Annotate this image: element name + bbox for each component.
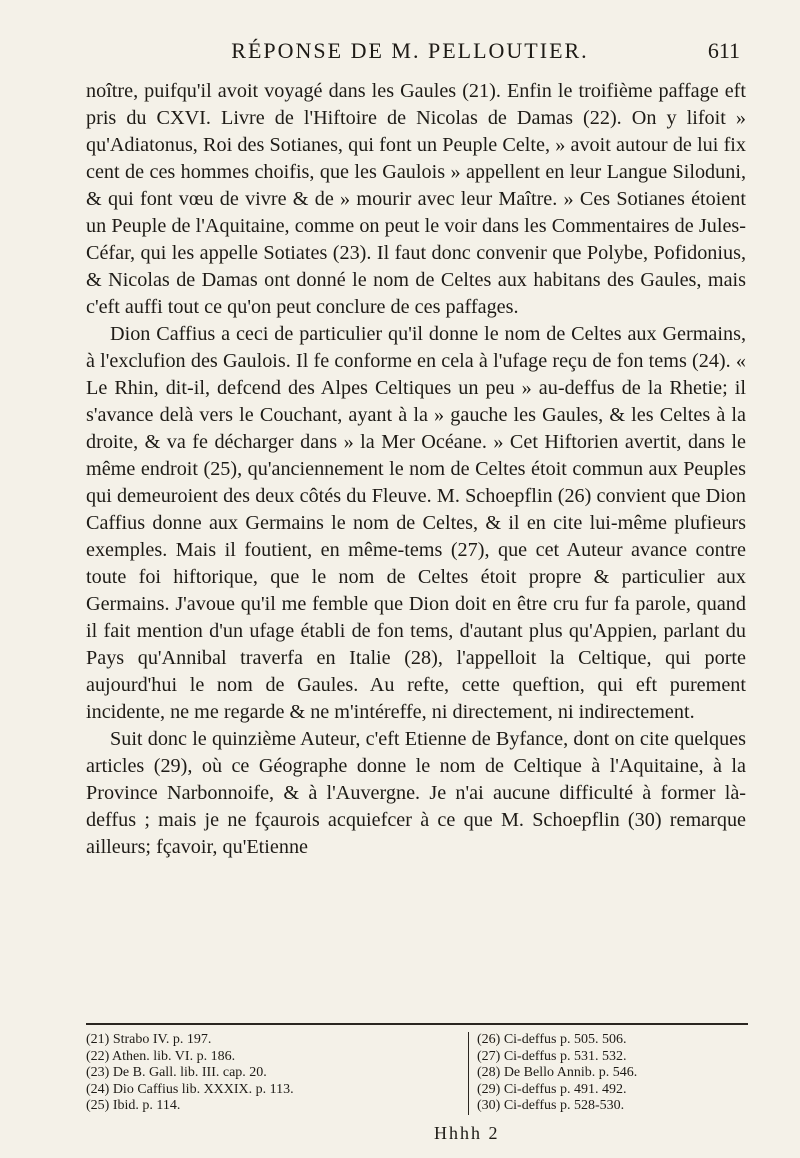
page-header [200, 38, 740, 68]
page-number: 611 [707, 38, 740, 63]
running-title: RÉPONSE DE M. PELLOUTIER. [231, 38, 589, 63]
footnote-divider [86, 1023, 748, 1025]
footnote-23: (23) De B. Gall. lib. III. cap. 20. [86, 1065, 267, 1080]
paragraph-3: Suit donc le quinzième Auteur, c'eft Etienne de Byfance, dont on cite quelques articles (29), où ce Géographe donne le nom de Celtique à l'Aquitaine, à la Province Narbonnoife, & à l'Auvergne. Je n'ai aucune difficulté à former là-deffus ; mais je ne fçaurois acquiefcer à ce que M. Schoepflin (30) remarque ailleurs; fçavoir, qu'Etienne [86, 728, 746, 858]
footnote-21: (21) Strabo IV. p. 197. [86, 1032, 212, 1047]
footnotes-left-column [86, 1032, 386, 1115]
footnotes-right-column [468, 1032, 757, 1115]
footnote-22: (22) Athen. lib. VI. p. 186. [86, 1048, 236, 1064]
body-text [86, 78, 746, 861]
signature-mark: Hhhh 2 [434, 1123, 500, 1143]
footnote-26: (26) Ci-deffus p. 505. 506. [477, 1032, 627, 1047]
footnote-30: (30) Ci-deffus p. 528-530. [477, 1098, 625, 1113]
paragraph-2: Dion Caffius a ceci de particulier qu'il donne le nom de Celtes aux Germains, à l'exclufion des Gaulois. Il fe conforme en cela à l'ufage reçu de fon tems (24). « Le Rhin, dit-il, defcend des Alpes Celtiques un peu » au-deffus de la Rhetie; il s'avance delà vers le Couchant, ayant à la » gauche les Gaules, & les Celtes à la droite, & va fe décharger dans » la Mer Océane. » Cet Hiftorien avertit, dans le même endroit (25), qu'anciennement le nom de Celtes étoit commun aux Peuples qui demeuroient des deux côtés du Fleuve. M. Schoepflin (26) convient que Dion Caffius donne aux Germains le nom de Celtes, & il en cite lui-même plufieurs exemples. Mais il foutient, en même-tems (27), que cet Auteur avance contre toute foi hiftorique, que le nom de Celtes étoit propre & particulier aux Germains. J'avoue qu'il me femble que Dion doit en être cru fur fa parole, quand il fait mention d'un ufage établi de fon tems, d'autant plus qu'Appien, parlant du Pays qu'Annibal traverfa en Italie (28), l'appelloit la Celtique, qui porte aujourd'hui le nom de Gaules. Au refte, cette queftion, qui eft purement incidente, ne me regarde & ne m'intéreffe, ni directement, ni indirectement. [86, 323, 746, 723]
paragraph-1: noître, puifqu'il avoit voyagé dans les Gaules (21). Enfin le troifième paffage eft pris du CXVI. Livre de l'Hiftoire de Nicolas de Damas (22). On y lifoit » qu'Adiatonus, Roi des Sotianes, qui font un Peuple Celte, » avoit autour de lui fix cent de ces hommes choifis, que les Gaulois » appellent en leur Langue Siloduni, & qui font vœu de vivre & de » mourir avec leur Maître. » Ces Sotianes étoient un Peuple de l'Aquitaine, comme on peut le voir dans les Commentaires de Jules-Céfar, qui les appelle Sotiates (23). Il faut donc convenir que Polybe, Pofidonius, & Nicolas de Damas ont donné le nom de Celtes aux habitans des Gaules, mais c'eft auffi tout ce qu'on peut conclure de ces paffages. [86, 80, 746, 318]
footnote-25: (25) Ibid. p. 114. [86, 1098, 181, 1113]
footnote-29: (29) Ci-deffus p. 491. 492. [477, 1081, 627, 1097]
footnote-27: (27) Ci-deffus p. 531. 532. [477, 1048, 627, 1064]
footnote-28: (28) De Bello Annib. p. 546. [477, 1065, 638, 1080]
footnote-24: (24) Dio Caffius lib. XXXIX. p. 113. [86, 1081, 294, 1097]
